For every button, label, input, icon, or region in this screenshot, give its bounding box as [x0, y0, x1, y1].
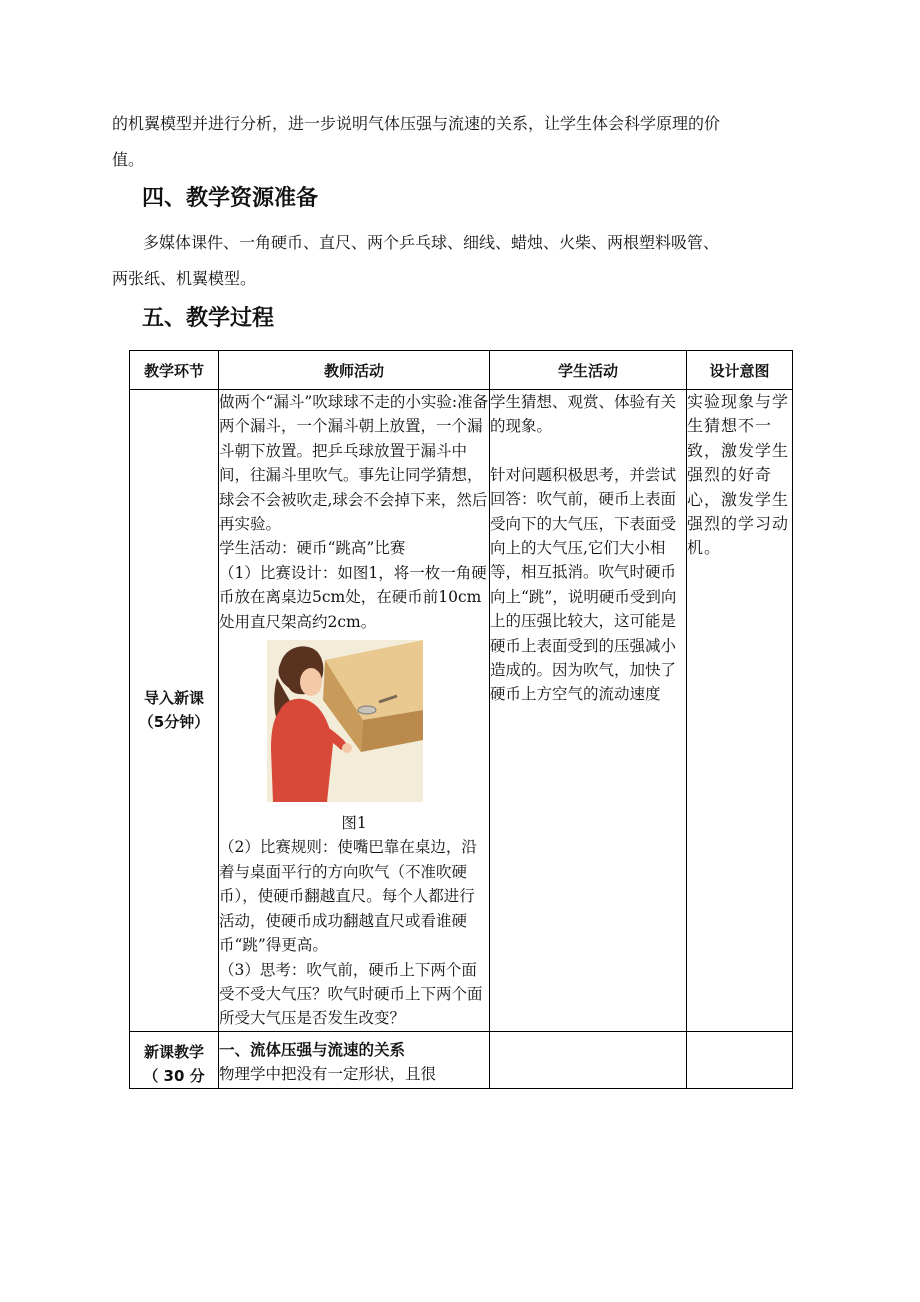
- teacher-paragraph: （1）比赛设计：如图1，将一枚一角硬币放在离桌边5cm处，在硬币前10cm处用直尺架高约2cm。: [219, 563, 487, 631]
- teacher-paragraph: 物理学中把没有一定形状，且很: [219, 1065, 437, 1084]
- figure-caption: 图1: [341, 814, 367, 833]
- stage-label: 新课教学: [143, 1042, 204, 1061]
- intro-line-1: 的机翼模型并进行分析，进一步说明气体压强与流速的关系，让学生体会科学原理的价: [112, 114, 721, 133]
- student-paragraph: 学生猜想、观赏、体验有关的现象。: [490, 393, 677, 436]
- resources-paragraph: [112, 225, 812, 297]
- teacher-paragraph: 学生活动：硬币“跳高”比赛: [219, 539, 406, 558]
- spacer: [490, 439, 686, 463]
- teacher-paragraph: （2）比赛规则：使嘴巴靠在桌边，沿着与桌面平行的方向吹气（不准吹硬币），使硬币翻越直尺。每个人都进行活动，使硬币成功翻越直尺或看谁硬币“跳”得更高。: [219, 838, 477, 955]
- intro-paragraph: [112, 106, 812, 178]
- header-student: 学生活动: [490, 351, 687, 390]
- teacher-activity-cell: [219, 390, 490, 1032]
- teaching-process-table: [129, 350, 793, 1089]
- section4-heading: 四、教学资源准备: [142, 186, 319, 211]
- header-intent: 设计意图: [687, 351, 793, 390]
- intent-text: 实验现象与学生猜想不一致，激发学生强烈的好奇心，激发学生强烈的学习动机。: [687, 392, 790, 558]
- student-paragraph: 针对问题积极思考，并尝试回答：吹气前，硬币上表面受向下的大气压，下表面受向上的大气压,它们大小相等，相互抵消。吹气时硬币向上“跳”，说明硬币受到向上的压强比较大，这可能是硬币上表面受到的压强减小造成的。因为吹气，加快了硬币上方空气的流动速度: [490, 465, 677, 704]
- table-row-intro: [130, 390, 793, 1032]
- section5-heading: 五、教学过程: [142, 306, 275, 331]
- stage-duration: （ 30 分: [143, 1066, 205, 1085]
- student-activity-cell: [490, 390, 687, 1032]
- table-row-new-lesson: [130, 1031, 793, 1088]
- stage-duration: （5分钟）: [138, 713, 210, 732]
- design-intent-cell: [687, 1031, 793, 1088]
- subsection-title: 一、流体压强与流速的关系: [219, 1040, 406, 1059]
- intro-line-2: 值。: [112, 150, 145, 169]
- stage-cell-new-lesson: [130, 1031, 219, 1088]
- student-activity-cell: [490, 1031, 687, 1088]
- header-teacher: 教师活动: [219, 351, 490, 390]
- teacher-paragraph: 做两个“漏斗”吹球球不走的小实验:准备两个漏斗，一个漏斗朝上放置，一个漏斗朝下放置。把乒乓球放置于漏斗中间，往漏斗里吹气。事先让同学猜想，球会不会被吹走,球会不会掉下来，然后再实验。: [219, 393, 489, 534]
- table-header-row: [130, 351, 793, 390]
- stage-label: 导入新课: [143, 689, 204, 708]
- resources-line-1: 多媒体课件、一角硬币、直尺、两个乒乓球、细线、蜡烛、火柴、两根塑料吸管、: [143, 233, 720, 252]
- teacher-paragraph: （3）思考：吹气前，硬币上下两个面受不受大气压？吹气时硬币上下两个面所受大气压是否发生改变？: [219, 960, 483, 1028]
- design-intent-cell: [687, 390, 793, 1032]
- resources-line-2: 两张纸、机翼模型。: [112, 269, 257, 288]
- figure-girl-blowing-coin: [267, 640, 423, 802]
- stage-cell-intro: [130, 390, 219, 1032]
- teacher-activity-cell: [219, 1031, 490, 1088]
- header-stage: 教学环节: [130, 351, 219, 390]
